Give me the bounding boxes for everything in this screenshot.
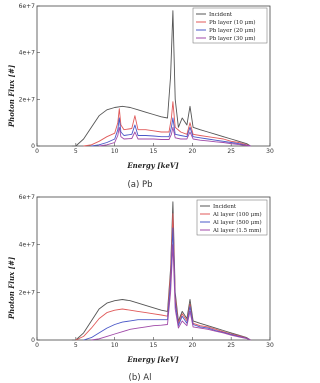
legend-entry: Pb layer (10 μm): [209, 20, 256, 26]
legend: [193, 8, 267, 43]
legend-entry: Pb layer (30 μm): [209, 36, 256, 42]
x-tick-label: 20: [188, 148, 197, 155]
y-tick-label: 2e+7: [18, 289, 35, 297]
y-tick-label: 0: [31, 143, 35, 150]
y-tick-label: 4e+7: [18, 241, 35, 249]
legend-entry: Al layer (500 μm): [213, 220, 262, 226]
legend-entry: Incident: [209, 12, 233, 18]
legend-entry: Pb layer (20 μm): [209, 28, 256, 34]
x-tick-label: 5: [73, 148, 78, 155]
panel-caption: (b) Al: [128, 373, 152, 383]
x-tick-label: 25: [227, 148, 235, 155]
legend-entry: Incident: [213, 204, 237, 210]
y-tick-label: 6e+7: [18, 3, 35, 10]
legend-entry: Al layer (1.5 mm): [213, 228, 262, 234]
x-axis-label: Energy [keV]: [127, 355, 179, 364]
x-tick-label: 20: [188, 342, 197, 349]
x-tick-label: 25: [227, 342, 235, 349]
y-tick-label: 4e+7: [18, 49, 35, 57]
series-line: [84, 228, 251, 340]
x-tick-label: 10: [110, 148, 119, 155]
x-tick-label: 5: [73, 342, 78, 349]
y-tick-label: 2e+7: [18, 96, 35, 104]
x-tick-label: 0: [35, 342, 39, 349]
x-tick-label: 0: [35, 148, 39, 155]
chart-panel-pb: [7, 3, 274, 190]
panel-caption: (a) Pb: [127, 180, 153, 190]
legend-entry: Al layer (100 μm): [213, 212, 262, 218]
x-tick-label: 15: [149, 342, 158, 349]
x-tick-label: 30: [266, 148, 274, 155]
x-tick-label: 30: [266, 342, 274, 349]
y-tick-label: 0: [31, 337, 35, 344]
y-tick-label: 6e+7: [18, 194, 35, 201]
y-axis-label: Photon Flux [#]: [7, 256, 16, 320]
legend: [197, 200, 267, 235]
y-axis-label: Photon Flux [#]: [7, 64, 16, 128]
x-axis-label: Energy [keV]: [127, 161, 179, 170]
x-tick-label: 15: [149, 148, 158, 155]
x-tick-label: 10: [110, 342, 119, 349]
chart-panel-al: [7, 194, 274, 383]
